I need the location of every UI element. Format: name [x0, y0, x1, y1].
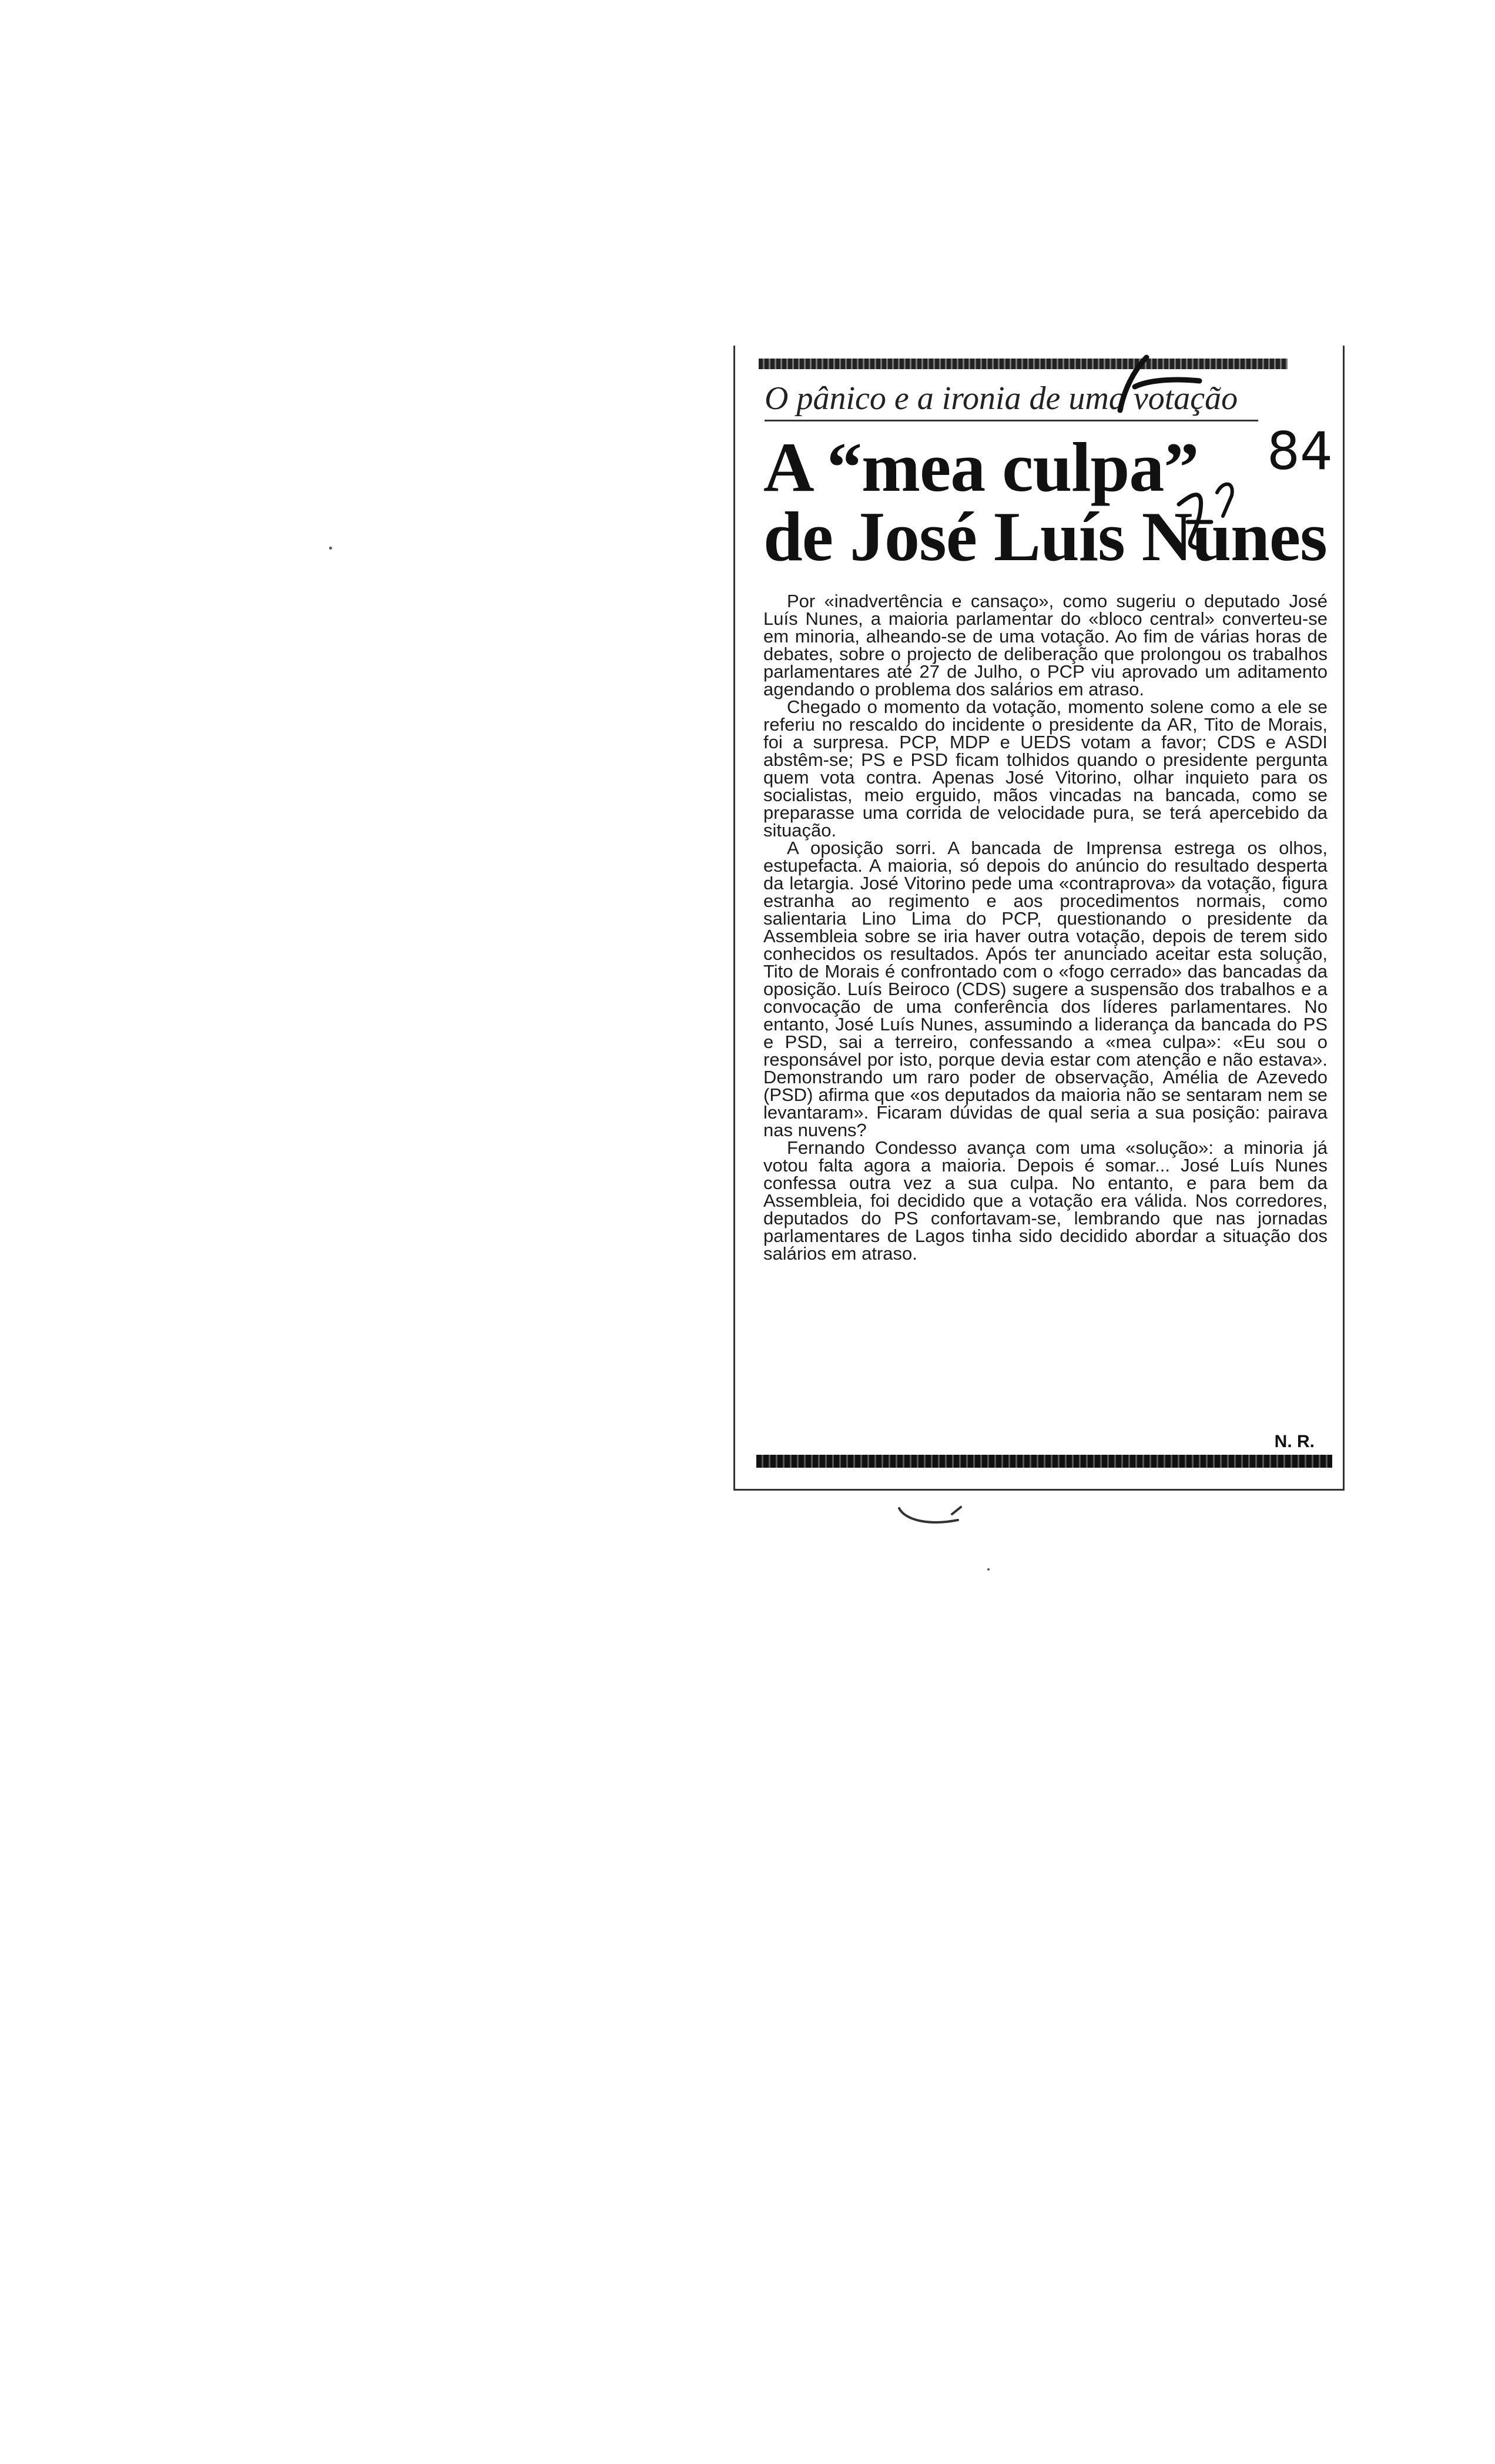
article-paragraph-2: Chegado o momento da votação, momento solene como a ele se referiu no rescaldo do incidente o presidente da AR, Tito de Morais, foi a surpresa. PCP, MDP e UEDS votam a favor; CDS e ASDI abstêm-se; PS e PSD ficam tolhidos quando o presidente pergunta quem vota contra. Apenas José Vitorino, olhar inquieto para os socialistas, meio erguido, mãos vincadas na bancada, como se preparasse uma corrida de velocidade pura, se terá apercebido da situação.	[763, 697, 1328, 841]
scan-speck	[987, 1568, 990, 1571]
article-paragraph-3: A oposição sorri. A bancada de Imprensa estrega os olhos, estupefacta. A maioria, só depois do anúncio do resultado desperta da letargia. José Vitorino pede uma «contraprova» da votação, figura estranha ao regimento e aos procedimentos normais, como salientaria Lino Lima do PCP, questionando o presidente da Assembleia sobre se iria haver outra votação, depois de terem sido conhecidos os resultados. Após ter anunciado aceitar esta solução, Tito de Morais é confrontado com o «fogo cerrado» das bancadas da oposição. Luís Beiroco (CDS) sugere a suspensão dos trabalhos e a convocação de uma conferência dos líderes parlamentares. No entanto, José Luís Nunes, assumindo a liderança da bancada do PS e PSD, sai a terreiro, confessando a «mea culpa»: «Eu sou o responsável por isto, porque devia estar com atenção e não estava». Demonstrando um raro poder de observação, Amélia de Azevedo (PSD) afirma que «os deputados da maioria não se sentaram nem se levantaram». Ficaram dúvidas de qual seria a sua posição: pairava nas nuvens?	[763, 838, 1328, 1140]
bottom-decorative-bar	[756, 1455, 1332, 1468]
headline-line-2: de José Luís Nunes	[763, 497, 1327, 575]
article-kicker: O pânico e a ironia de uma votação	[765, 380, 1238, 417]
scan-mark	[893, 1502, 970, 1532]
headline-line-1: A “mea culpa”	[763, 428, 1199, 506]
scan-speck	[329, 547, 332, 550]
article-signature: N. R.	[1274, 1432, 1315, 1451]
kicker-underline	[765, 420, 1258, 421]
handwritten-number: 84	[1267, 421, 1333, 481]
top-decorative-bar	[759, 359, 1288, 369]
article-headline	[763, 428, 1327, 575]
article-paragraph-1: Por «inadvertência e cansaço», como sugeriu o deputado José Luís Nunes, a maioria parlamentar do «bloco central» converteu-se em minoria, alheando-se de uma votação. Ao fim de várias horas de debates, sobre o projecto de deliberação que prolongou os trabalhos parlamentares até 27 de Julho, o PCP viu aprovado um aditamento agendando o problema dos salários em atraso.	[763, 591, 1328, 699]
newspaper-clipping	[733, 346, 1345, 1491]
article-body	[763, 592, 1328, 1263]
article-paragraph-4: Fernando Condesso avança com uma «solução»: a minoria já votou falta agora a maioria. Depois é somar... José Luís Nunes confessa outra vez a sua culpa. No entanto, e para bem da Assembleia, foi decidido que a votação era válida. Nos corredores, deputados do PS confortavam-se, lembrando que nas jornadas parlamentares de Lagos tinha sido decidido abordar a situação dos salários em atraso.	[763, 1137, 1328, 1264]
